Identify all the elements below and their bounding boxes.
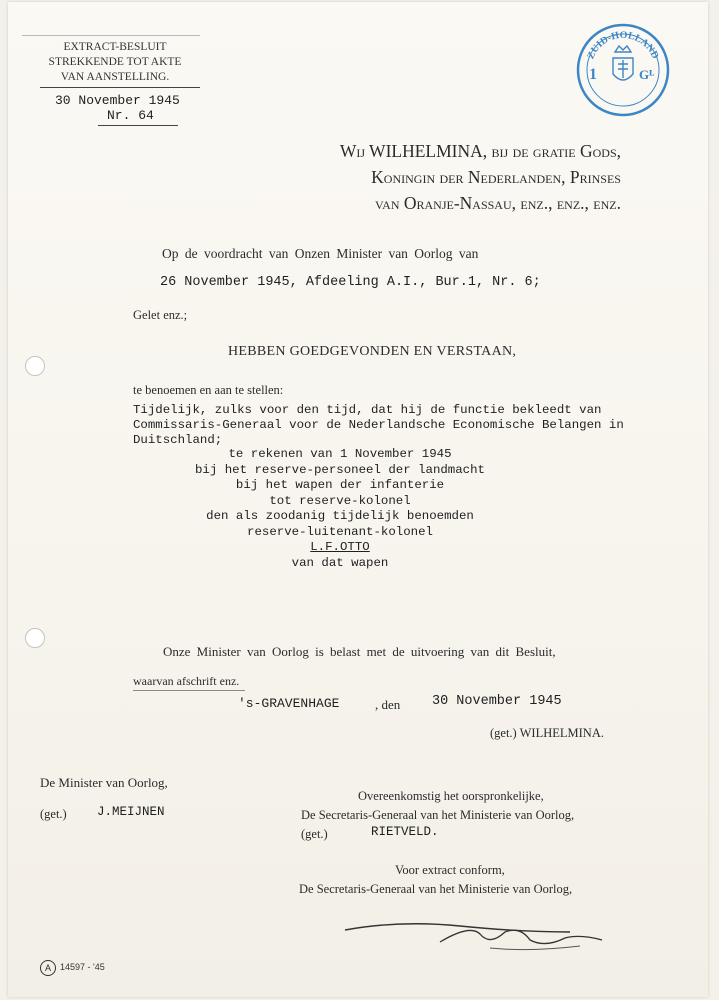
centered-line-2: bij het reserve-personeel der landmacht — [195, 462, 485, 477]
minister-name: J.MEIJNEN — [97, 805, 165, 819]
typed-paragraph — [133, 403, 624, 448]
minister-title: De Minister van Oorlog, — [40, 775, 168, 790]
reference-text: 26 November 1945, Afdeeling A.I., Bur.1, Nr. 6; — [160, 275, 541, 290]
appoint-text: te benoemen en aan te stellen: — [133, 383, 284, 397]
gelet-text: Gelet enz.; — [133, 308, 188, 322]
centered-line-6: reserve-luitenant-kolonel — [247, 524, 433, 539]
title-line-2: Koningin der Nederlanden, Prinses — [371, 167, 621, 187]
punch-hole-bottom — [25, 628, 45, 648]
stamp-top-text: ZUID-HOLLAND — [585, 29, 661, 61]
header-rule-top — [22, 35, 200, 36]
copy-text: waarvan afschrift enz. — [133, 674, 240, 688]
centered-line-5: den als zoodanig tijdelijk benoemden — [206, 509, 474, 523]
header-number: Nr. 64 — [107, 108, 154, 123]
centered-last-line: van dat wapen — [291, 555, 389, 570]
secgen-title-1: De Secretaris-Generaal van het Ministerie van Oorlog, — [301, 808, 575, 822]
secgen-name: RIETVELD. — [371, 825, 439, 839]
centered-line-4: tot reserve-kolonel — [269, 493, 411, 508]
queen-signature: (get.) WILHELMINA. — [490, 726, 604, 740]
place-text: 's-GRAVENHAGE — [238, 696, 340, 711]
conform-1: Overeenkomstig het oorspronkelijke, — [358, 789, 544, 803]
place-date: 30 November 1945 — [432, 694, 562, 709]
decree-heading: HEBBEN GOEDGEVONDEN EN VERSTAAN, — [228, 344, 517, 359]
typed-line-3: Duitschland; — [133, 433, 223, 447]
stamp-left-value: 1 — [589, 66, 597, 83]
header-line-3: VAN AANSTELLING. — [60, 71, 170, 83]
header-number-rule — [98, 125, 178, 126]
header-date: 30 November 1945 — [55, 93, 180, 108]
header-line-1: EXTRACT-BESLUIT — [63, 41, 167, 53]
header-line-2: STREKKENDE TOT AKTE — [48, 56, 182, 68]
appointee-name: L.F.OTTO — [310, 540, 370, 554]
header-box — [30, 40, 200, 85]
copy-rule — [133, 690, 245, 691]
title-line-1: Wij WILHELMINA, bij de gratie Gods, — [339, 141, 621, 161]
minister-get: (get.) — [40, 807, 67, 821]
den-text: , den — [375, 697, 401, 712]
centered-line-1: te rekenen van 1 November 1945 — [228, 447, 452, 461]
seal-stamp — [575, 22, 671, 118]
footer-print-code: 14597 - '45 — [60, 962, 105, 972]
appointment-block — [180, 447, 500, 571]
conform-2: Voor extract conform, — [395, 863, 505, 877]
secgen-get: (get.) — [301, 827, 328, 841]
stamp-right-value: Gᴸ — [639, 67, 655, 82]
typed-line-1: Tijdelijk, zulks voor den tijd, dat hij de functie bekleedt van — [133, 403, 602, 417]
execution-text: Onze Minister van Oorlog is belast met de uitvoering van dit Besluit, — [163, 644, 556, 659]
royal-title — [340, 138, 621, 216]
crest-icon — [613, 46, 633, 80]
footer-mark — [40, 960, 56, 976]
header-rule — [40, 87, 200, 88]
handwritten-signature — [340, 912, 610, 962]
centered-line-3: bij het wapen der infanterie — [235, 478, 445, 492]
footer-mark-letter: A — [44, 963, 51, 973]
secgen-title-2: De Secretaris-Generaal van het Ministerie van Oorlog, — [299, 882, 573, 896]
punch-hole-top — [25, 356, 45, 376]
typed-line-2: Commissaris-Generaal voor de Nederlandsche Economische Belangen in — [133, 418, 624, 432]
title-line-3: van Oranje-Nassau, enz., enz., enz. — [375, 193, 621, 213]
intro-text: Op de voordracht van Onzen Minister van Oorlog van — [162, 246, 479, 261]
